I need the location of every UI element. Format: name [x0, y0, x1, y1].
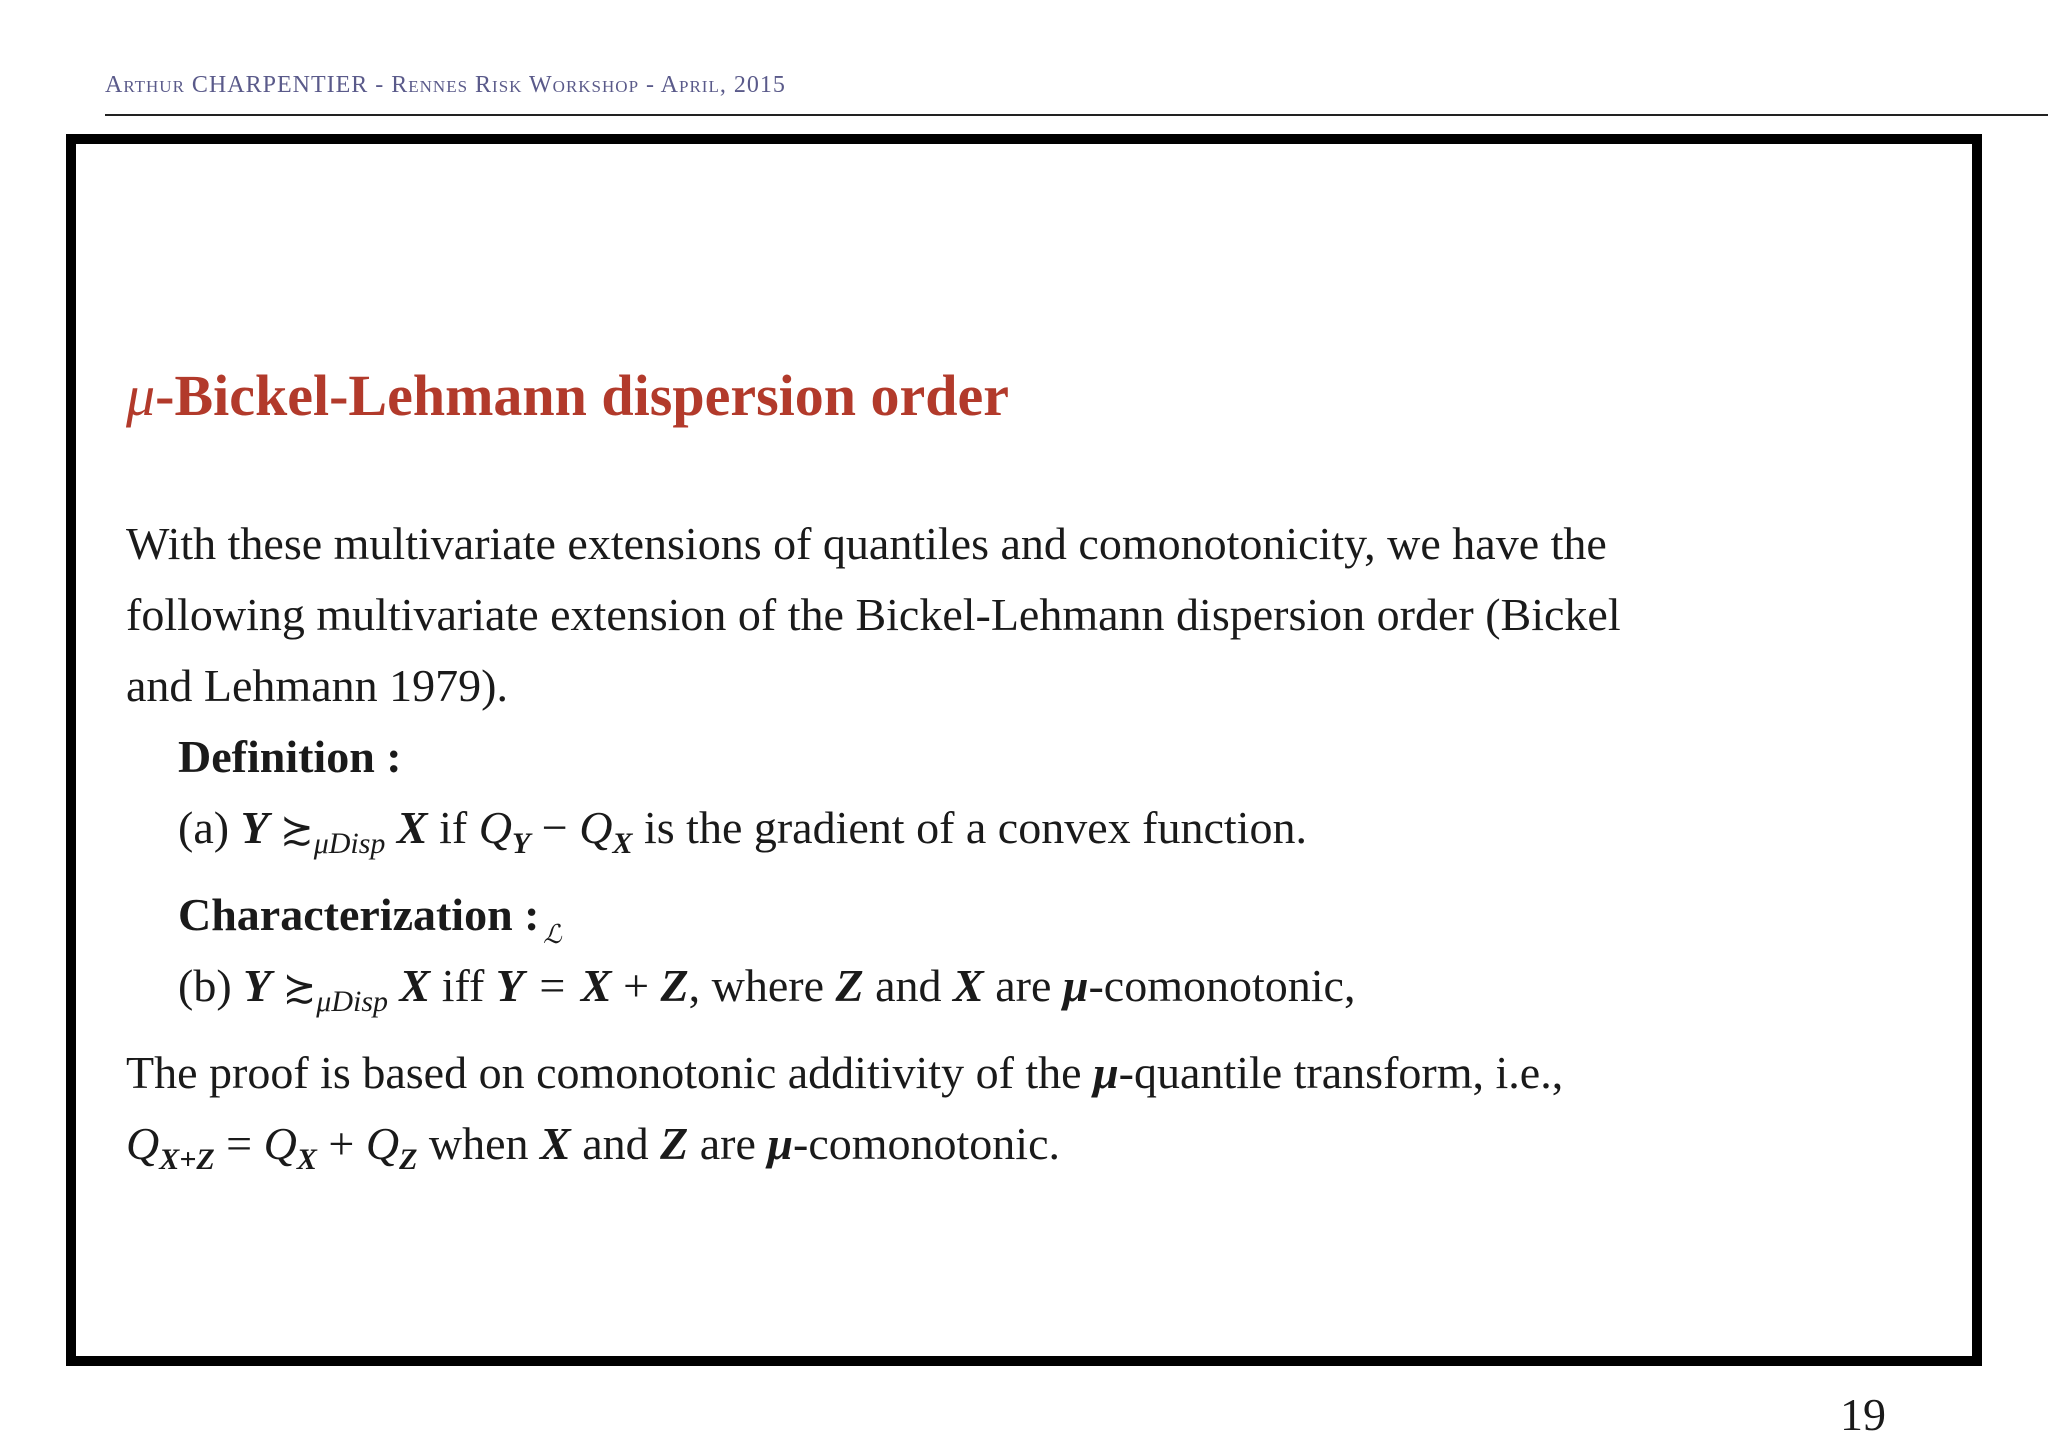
law-eq: = [539, 960, 566, 1011]
char-mu: μ [1062, 960, 1089, 1011]
proof1-end: -quantile transform, i.e., [1118, 1047, 1564, 1098]
proof2-Q3-sub: Z [399, 1143, 418, 1176]
definition-statement [126, 792, 1926, 879]
char-Y2: Y [495, 960, 524, 1011]
def-X: X [396, 802, 428, 853]
title-text: -Bickel-Lehmann dispersion order [155, 363, 1010, 428]
char-Z: Z [660, 960, 689, 1011]
char-X3: X [953, 960, 984, 1011]
char-X: X [399, 960, 431, 1011]
char-relation-sub: μDisp [316, 985, 388, 1018]
proof2-X: X [540, 1118, 571, 1169]
intro-line-2: following multivariate extension of the Bickel-Lehmann dispersion order (Bickel [126, 589, 1621, 640]
def-minus: − [530, 802, 580, 853]
proof2-Q1-sub: X+Z [159, 1143, 215, 1176]
proof-line-2 [126, 1108, 1926, 1195]
page-number: 19 [1840, 1389, 1886, 1440]
char-label: (b) [178, 960, 232, 1011]
definition-label: (a) [178, 802, 230, 853]
char-relation: ≿ [282, 965, 317, 1010]
header-rule [105, 114, 2048, 116]
char-Z2: Z [835, 960, 864, 1011]
header-text: Arthur CHARPENTIER - Rennes Risk Workshop - April, 2015 [105, 72, 786, 98]
def-relation-sub: μDisp [313, 827, 386, 860]
def-rest: is the gradient of a convex function. [632, 802, 1307, 853]
law-symbol: ℒ [543, 920, 562, 949]
def-if: if [427, 802, 479, 853]
proof1-mu: μ [1093, 1047, 1119, 1098]
char-where: , where [688, 960, 836, 1011]
proof2-Q2: Q [263, 1118, 297, 1169]
def-Q2-sub: X [612, 827, 633, 860]
proof2-and: and [570, 1118, 661, 1169]
proof2-plus: + [316, 1118, 366, 1169]
char-plus: + [611, 960, 661, 1011]
proof2-are: are [688, 1118, 768, 1169]
intro-line-3: and Lehmann 1979). [126, 660, 508, 711]
def-relation: ≿ [280, 807, 314, 852]
def-Q1-sub: Y [511, 827, 531, 860]
char-Y: Y [243, 960, 272, 1011]
slide-title [126, 362, 1009, 429]
char-iff: iff [430, 960, 496, 1011]
proof2-when: when [417, 1118, 541, 1169]
proof2-eq: = [214, 1118, 264, 1169]
proof2-Q1: Q [126, 1118, 160, 1169]
definition-heading: Definition : [178, 731, 402, 782]
char-X2: X [580, 960, 612, 1011]
char-are: are [983, 960, 1063, 1011]
proof2-Z: Z [660, 1118, 689, 1169]
char-and: and [863, 960, 954, 1011]
proof2-tail: -comonotonic. [793, 1118, 1060, 1169]
proof2-Q2-sub: X [296, 1143, 317, 1176]
title-mu-symbol: μ [126, 363, 156, 428]
def-Q2: Q [579, 802, 613, 853]
proof2-mu: μ [767, 1118, 793, 1169]
law-equality [535, 920, 569, 1021]
proof-line-1 [126, 1037, 1926, 1108]
characterization-heading: Characterization : [178, 889, 540, 940]
def-Y: Y [240, 802, 269, 853]
slide-body [126, 508, 1926, 1195]
characterization-statement [126, 920, 1926, 1037]
proof2-Q3: Q [365, 1118, 400, 1169]
char-tail: -comonotonic, [1088, 960, 1356, 1011]
proof1-start: The proof is based on comonotonic additivity of the [126, 1047, 1094, 1098]
intro-line-1: With these multivariate extensions of quantiles and comonotonicity, we have the [126, 518, 1607, 569]
def-Q1: Q [478, 802, 512, 853]
